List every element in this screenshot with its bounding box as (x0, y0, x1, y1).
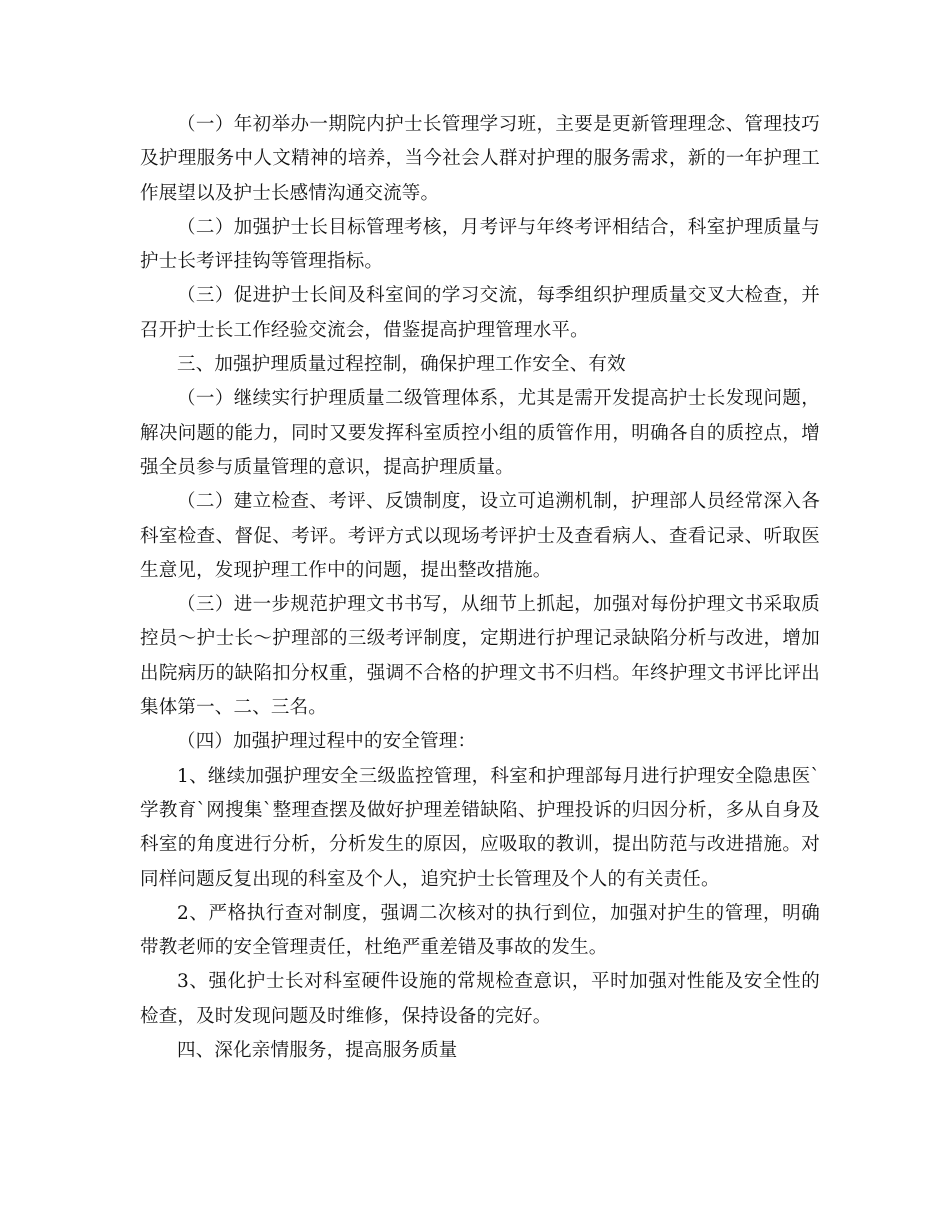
paragraph: （一）继续实行护理质量二级管理体系，尤其是需开发提高护士长发现问题，解决问题的能力，同时又要发挥科室质控小组的质管作用，明确各自的质控点，增强全员参与质量管理的意识，提高护理质量。 (140, 388, 820, 478)
section-heading: 三、加强护理质量过程控制，确保护理工作安全、有效 (177, 354, 626, 376)
paragraph: （三）进一步规范护理文书书写，从细节上抓起，加强对每份护理文书采取质控员～护士长～护理部的三级考评制度，定期进行护理记录缺陷分析与改进，增加出院病历的缺陷扣分权重，强调不合格的护理文书不归档。年终护理文书评比评出集体第一、二、三名。 (140, 594, 820, 719)
document-body (140, 108, 820, 1068)
paragraph: 1、继续加强护理安全三级监控管理，科室和护理部每月进行护理安全隐患医`学教育`网搜集`整理查摆及做好护理差错缺陷、护理投诉的归因分析，多从自身及科室的角度进行分析，分析发生的原因，应吸取的教训，提出防范与改进措施。对同样问题反复出现的科室及个人，追究护士长管理及个人的有关责任。 (140, 765, 820, 890)
paragraph: 3、强化护士长对科室硬件设施的常规检查意识，平时加强对性能及安全性的检查，及时发现问题及时维修，保持设备的完好。 (140, 971, 820, 1027)
paragraph: （二）建立检查、考评、反馈制度，设立可追溯机制，护理部人员经常深入各科室检查、督促、考评。考评方式以现场考评护士及查看病人、查看记录、听取医生意见，发现护理工作中的问题，提出整改措施。 (140, 491, 820, 581)
paragraph: （四）加强护理过程中的安全管理： (177, 731, 477, 753)
paragraph: （二）加强护士长目标管理考核，月考评与年终考评相结合，科室护理质量与护士长考评挂钩等管理指标。 (140, 216, 820, 273)
section-heading: 四、深化亲情服务，提高服务质量 (177, 1040, 458, 1062)
paragraph: （三）促进护士长间及科室间的学习交流，每季组织护理质量交叉大检查，并召开护士长工作经验交流会，借鉴提高护理管理水平。 (140, 285, 820, 341)
paragraph: 2、严格执行查对制度，强调二次核对的执行到位，加强对护生的管理，明确带教老师的安全管理责任，杜绝严重差错及事故的发生。 (140, 902, 820, 959)
paragraph: （一）年初举办一期院内护士长管理学习班，主要是更新管理理念、管理技巧及护理服务中人文精神的培养，当今社会人群对护理的服务需求，新的一年护理工作展望以及护士长感情沟通交流等。 (140, 114, 820, 204)
